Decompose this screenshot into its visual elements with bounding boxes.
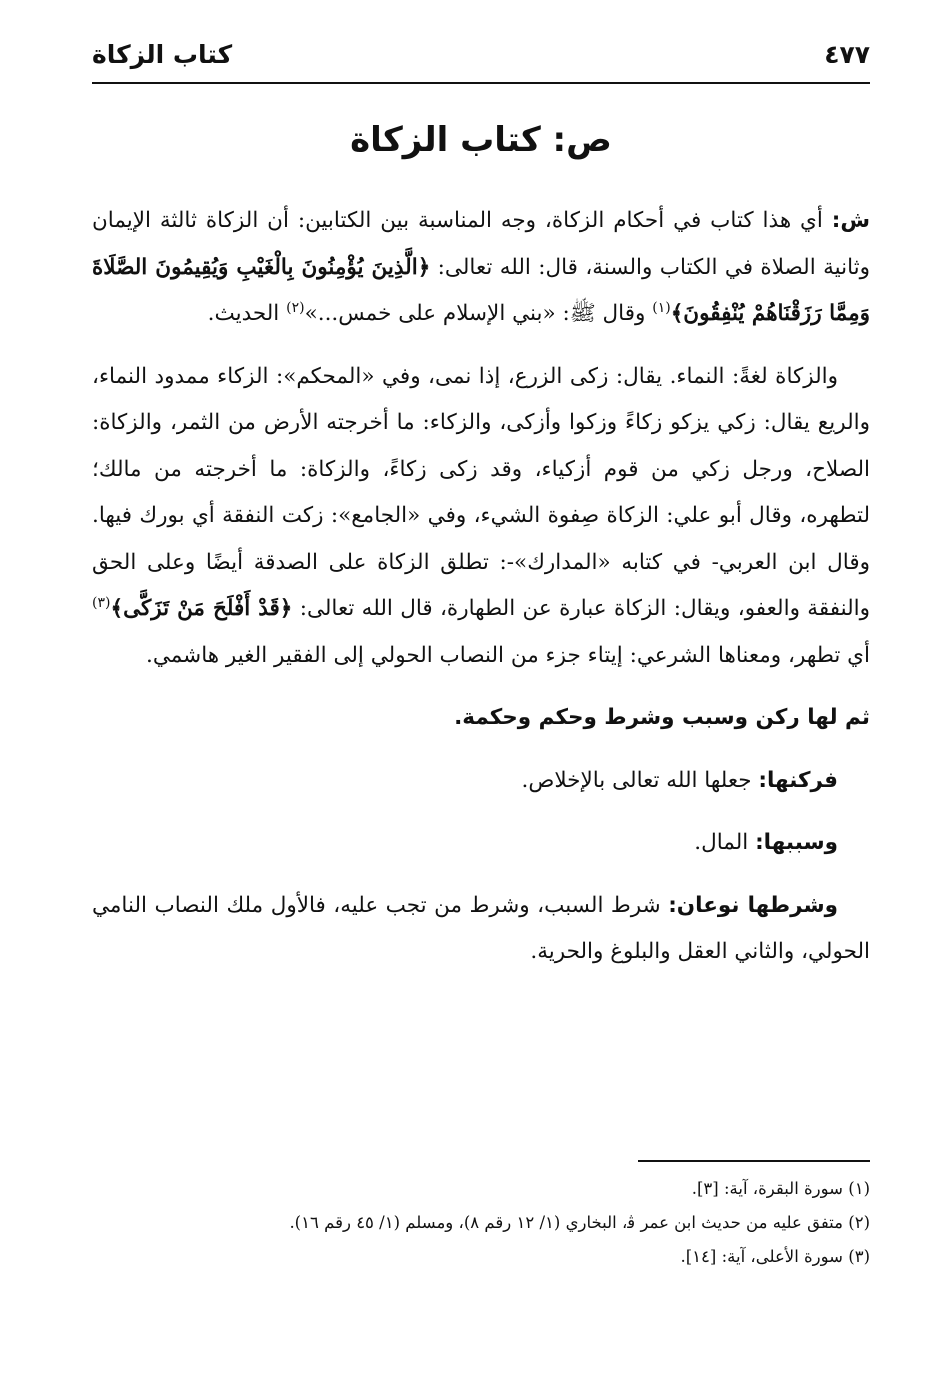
footnote-rule	[638, 1160, 870, 1162]
body-text	[92, 198, 870, 992]
paragraph-text: والزكاة لغةً: النماء. يقال: زكى الزرع، إذا نمى، وفي «المحكم»: الزكاء ممدود النماء، والريع يقال: زكي يزكو زكاءً وزكوا وأزكى، والزكاء: ما أخرجته الأرض من الثمر، والزكاة: الصلاح، ورجل زكي من قوم أزكياء، وقد زكى زكاءً، والزكاة: ما أخرجته من مالك؛ لتطهره، وقال أبو علي: الزكاة صِفوة الشيء، وفي «الجامع»: زكت النفقة أي بورك فيها. وقال ابن العربي- في كتابه «المدارك»-: تطلق الزكاة على الصدقة أيضًا وعلى الحق والنفقة والعفو، ويقال: الزكاة عبارة عن الطهارة، قال الله تعالى:	[92, 363, 870, 621]
header-rule	[92, 82, 870, 84]
section-heading: ثم لها ركن وسبب وشرط وحكم وحكمة.	[454, 705, 870, 730]
footnote-ref: (١)	[652, 299, 671, 316]
footnotes	[92, 1172, 870, 1274]
quran-verse: ﴿قَدْ أَفْلَحَ مَنْ تَزَكَّى﴾	[110, 596, 293, 621]
header-title: كتاب الزكاة	[92, 39, 233, 69]
item-lead: وشرطها نوعان:	[668, 892, 838, 918]
footnote-ref: (٣)	[92, 594, 111, 611]
paragraph-text: أي هذا كتاب في أحكام الزكاة، وجه المناسبة بين الكتابين: أن الزكاة ثالثة الإيمان وثانية الصلاة في الكتاب والسنة، قال: الله تعالى:	[92, 208, 870, 280]
paragraph-lead: ش:	[831, 208, 870, 233]
paragraph-text: أي تطهر، ومعناها الشرعي: إيتاء جزء من النصاب الحولي إلى الفقير الغير هاشمي.	[146, 642, 870, 668]
paragraph-text: الحديث.	[207, 301, 287, 326]
list-item	[92, 820, 870, 867]
footnote: (٢) متفق عليه من حديث ابن عمر ﭬ، البخاري (١/ ١٢ رقم ٨)، ومسلم (١/ ٤٥ رقم ١٦).	[289, 1213, 870, 1232]
chapter-title: ص: كتاب الزكاة	[350, 120, 612, 160]
list-item	[92, 883, 870, 976]
footnote-ref: (٢)	[286, 299, 305, 316]
item-text: جعلها الله تعالى بالإخلاص.	[521, 767, 759, 793]
paragraph-2	[92, 354, 870, 680]
item-lead: وسببها:	[755, 830, 838, 855]
page-number: ٤٧٧	[824, 39, 870, 69]
footnote: (١) سورة البقرة، آية: [٣].	[691, 1179, 870, 1198]
running-header	[92, 30, 870, 78]
footnote: (٣) سورة الأعلى، آية: [١٤].	[680, 1247, 870, 1266]
paragraph-text: وقال ﷺ: «بني الإسلام على خمس...»	[304, 301, 653, 326]
item-lead: فركنها:	[758, 767, 838, 793]
item-text: المال.	[694, 830, 756, 855]
paragraph-1	[92, 198, 870, 338]
item-text: شرط السبب، وشرط من تجب عليه، فالأول ملك النصاب النامي الحولي، والثاني العقل والبلوغ والحرية.	[92, 892, 870, 964]
quran-verse: ﴿الَّذِينَ يُؤْمِنُونَ بِالْغَيْبِ وَيُقِيمُونَ الصَّلَاةَ وَمِمَّا رَزَقْنَاهُمْ يُنْفِقُونَ﴾	[92, 254, 870, 326]
list-item	[92, 758, 870, 805]
